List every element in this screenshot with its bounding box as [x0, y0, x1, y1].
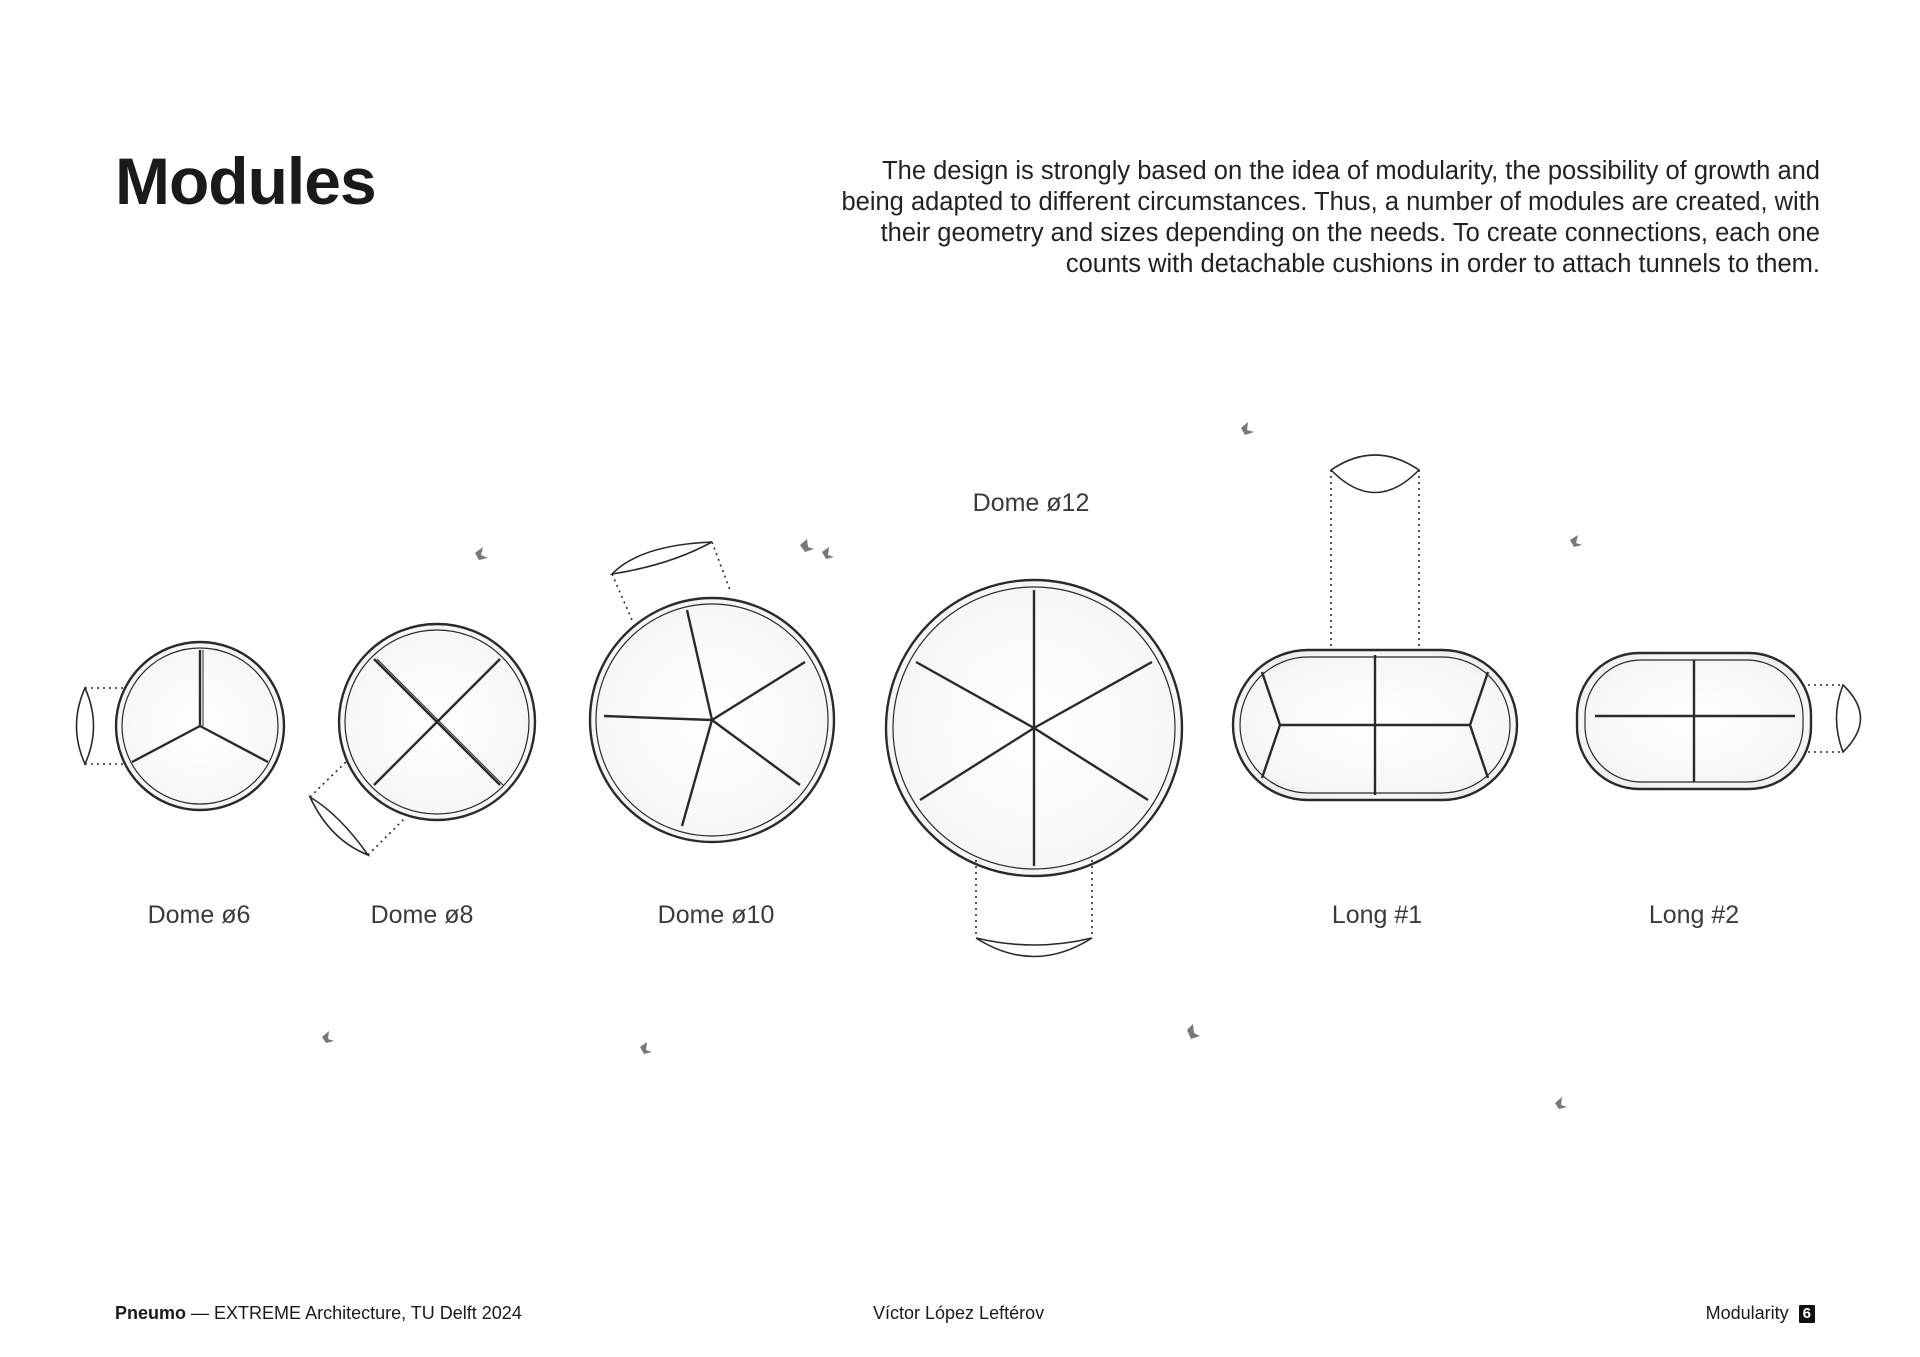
intro-paragraph: The design is strongly based on the idea of modularity, the possibility of growth and being adapted to different circumstances. Thus, a number of modules are created, with their geometry and sizes depending on the needs. To create connections, each one counts with detachable cushions in order to attach tunnels to them. — [841, 157, 1820, 278]
footer-separator: — — [191, 1303, 210, 1323]
dome-8-module — [310, 624, 535, 855]
dome-6-module — [77, 642, 285, 810]
scribble-mark — [1555, 1097, 1567, 1109]
footer-section-label: Modularity — [1705, 1303, 1789, 1323]
page-number-badge: 6 — [1799, 1305, 1815, 1323]
scribble-mark — [1570, 535, 1582, 547]
label-long-1: Long #1 — [1331, 901, 1423, 929]
footer-course: EXTREME Architecture, TU Delft 2024 — [214, 1303, 522, 1323]
footer-author: Víctor López Leftérov — [873, 1303, 1045, 1323]
long-1-cushion — [1331, 455, 1419, 650]
scribble-mark — [640, 1042, 652, 1054]
scribble-mark — [1187, 1024, 1200, 1039]
label-dome-8: Dome ø8 — [370, 901, 474, 929]
label-dome-6: Dome ø6 — [147, 901, 251, 929]
scribble-mark — [475, 547, 488, 560]
dome-10-module — [590, 542, 834, 842]
scribble-mark — [822, 547, 834, 559]
label-long-2: Long #2 — [1648, 901, 1740, 929]
dome-12-module — [886, 580, 1182, 957]
long-2-cushion — [1808, 685, 1861, 752]
label-dome-12: Dome ø12 — [972, 489, 1090, 517]
long-1-module — [1233, 455, 1517, 800]
footer-section — [1706, 1303, 1815, 1324]
footer-credit — [115, 1303, 522, 1324]
scribble-mark — [322, 1031, 334, 1043]
scribble-mark — [800, 539, 814, 552]
long-2-module — [1577, 653, 1861, 789]
label-dome-10: Dome ø10 — [657, 901, 775, 929]
footer-project: Pneumo — [115, 1303, 187, 1323]
scribble-mark — [1241, 422, 1254, 435]
page-title: Modules — [115, 144, 376, 218]
